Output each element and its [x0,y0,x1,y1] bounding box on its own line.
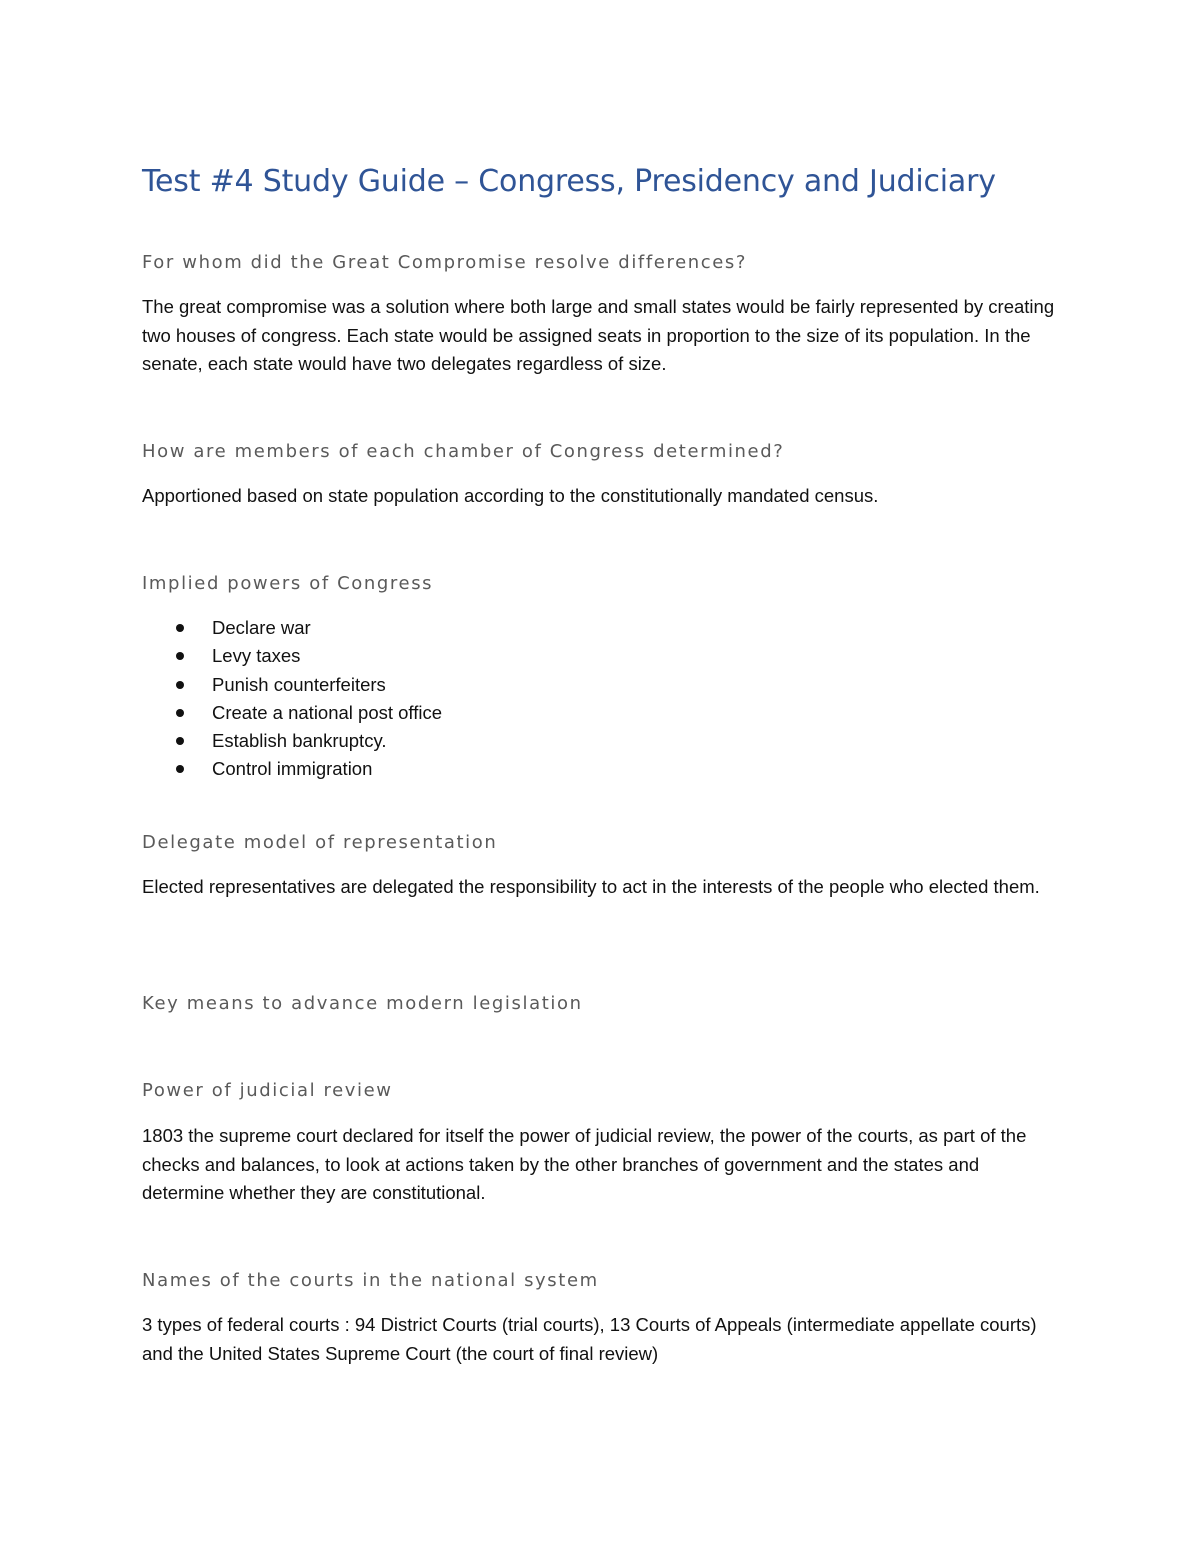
section-heading-implied-powers: Implied powers of Congress [142,573,434,594]
section-body-judicial-review: 1803 the supreme court declared for itself the power of judicial review, the power of the courts, as part of the checks and balances, to look at actions taken by the other branches of government and the states and determine whether they are constitutional. [142,1125,1027,1203]
section-heading-national-courts: Names of the courts in the national system [142,1270,599,1291]
list-item: Levy taxes [142,642,442,670]
list-item: Create a national post office [142,699,442,727]
section-heading-judicial-review: Power of judicial review [142,1080,393,1101]
section-heading-delegate-model: Delegate model of representation [142,832,498,853]
section-body-delegate-model: Elected representatives are delegated the responsibility to act in the interests of the people who elected them. [142,876,1040,897]
section-body-national-courts: 3 types of federal courts : 94 District Courts (trial courts), 13 Courts of Appeals (intermediate appellate courts) and the United States Supreme Court (the court of final review) [142,1314,1037,1364]
section-body-great-compromise: The great compromise was a solution where both large and small states would be fairly represented by creating two houses of congress. Each state would be assigned seats in proportion to the size of its population. In the senate, each state would have two delegates regardless of size. [142,296,1055,374]
implied-powers-list [142,614,442,784]
section-heading-modern-legislation: Key means to advance modern legislation [142,993,583,1014]
list-item: Punish counterfeiters [142,671,442,699]
document-title: Test #4 Study Guide – Congress, Presidency and Judiciary [142,164,996,199]
section-body-chamber-members: Apportioned based on state population according to the constitutionally mandated census. [142,485,879,506]
section-heading-great-compromise: For whom did the Great Compromise resolve differences? [142,252,748,273]
list-item: Declare war [142,614,442,642]
list-item: Establish bankruptcy. [142,727,442,755]
section-heading-chamber-members: How are members of each chamber of Congress determined? [142,441,785,462]
list-item: Control immigration [142,755,442,783]
